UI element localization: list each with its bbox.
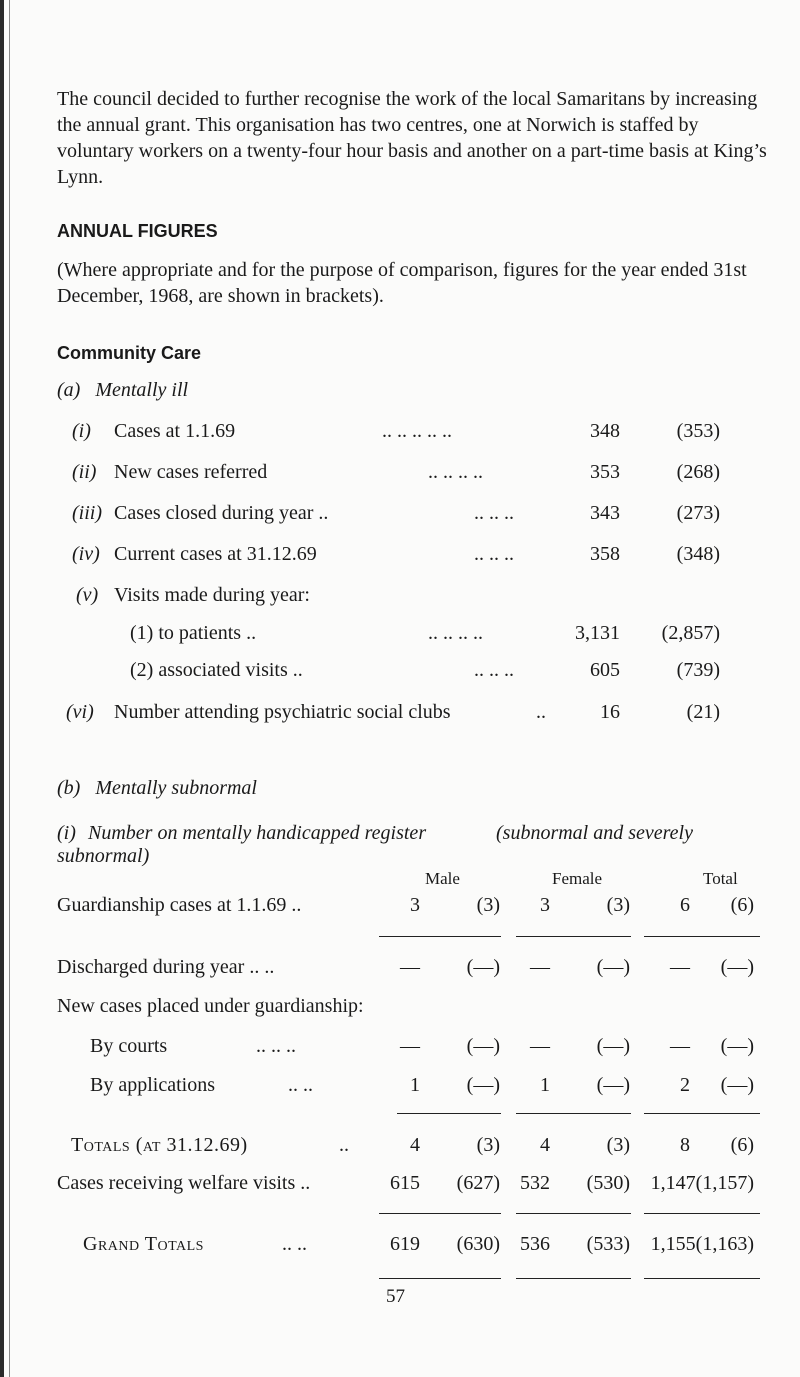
section-b-letter: (b) [57, 777, 81, 799]
female-value: 1 [540, 1074, 550, 1096]
female-value: — [530, 956, 550, 978]
row-prev-value: (268) [676, 461, 720, 483]
mentally-ill-row [0, 543, 800, 571]
visits-item-label: (1) to patients .. [130, 622, 257, 644]
row-dots: .. .. .. .. [428, 461, 483, 483]
male-rule [379, 1278, 501, 1279]
male-prev: (3) [476, 1134, 500, 1156]
male-value: — [400, 956, 420, 978]
row-label: Guardianship cases at 1.1.69 .. [57, 894, 302, 916]
community-care-heading: Community Care [57, 343, 202, 363]
mentally-ill-row [0, 461, 800, 489]
male-prev: (630) [456, 1233, 500, 1255]
row-num: (iv) [72, 543, 100, 565]
section-b-title [57, 777, 257, 800]
row-num: (i) [72, 420, 91, 442]
mentally-ill-row [0, 420, 800, 448]
female-prev: (—) [596, 1074, 630, 1096]
total-prev: (6) [730, 1134, 754, 1156]
total-prev: (—) [720, 1074, 754, 1096]
male-value: 615 [390, 1172, 420, 1194]
grand-totals-dots: .. .. [282, 1233, 307, 1255]
male-rule [397, 1113, 501, 1114]
register-text-1: Number on mentally handicapped register [88, 822, 427, 844]
visits-item-value: 3,131 [575, 622, 620, 644]
new-cases-row [0, 1035, 800, 1063]
male-prev: (3) [476, 894, 500, 916]
row-label: Cases closed during year .. [114, 502, 329, 524]
visits-item-value: 605 [590, 659, 620, 681]
row-prev-value: (353) [676, 420, 720, 442]
register-text-2: (subnormal and severely [496, 822, 693, 844]
male-value: 3 [410, 894, 420, 916]
female-value: — [530, 1035, 550, 1057]
section-a-text: Mentally ill [95, 379, 189, 401]
visits-item-prev: (2,857) [661, 622, 720, 644]
row-dots: .. .. [288, 1074, 313, 1096]
row-value: 343 [590, 502, 620, 524]
clubs-num: (vi) [66, 701, 94, 723]
female-value: 532 [520, 1172, 550, 1194]
row-label: Cases at 1.1.69 [114, 420, 236, 442]
row-dots: .. .. .. [474, 543, 514, 565]
female-value: 3 [540, 894, 550, 916]
row-prev-value: (273) [676, 502, 720, 524]
row-label: Discharged during year .. .. [57, 956, 275, 978]
male-value: 4 [410, 1134, 420, 1156]
section-a-title [57, 379, 188, 402]
row-prev-value: (348) [676, 543, 720, 565]
male-value: — [400, 1035, 420, 1057]
total-combined: 1,147(1,157) [650, 1172, 754, 1194]
section-b-text: Mentally subnormal [95, 777, 257, 799]
total-value: 6 [680, 894, 690, 916]
visits-row [0, 659, 800, 687]
male-rule [379, 1213, 501, 1214]
row-label: New cases referred [114, 461, 268, 483]
annual-figures-heading: ANNUAL FIGURES [57, 221, 218, 241]
visits-heading-row [0, 584, 800, 612]
total-prev: (—) [720, 956, 754, 978]
grand-totals-label: Grand Totals [83, 1233, 204, 1255]
row-value: 358 [590, 543, 620, 565]
col-total: Total [703, 869, 738, 888]
new-cases-heading [0, 995, 800, 1023]
female-value: 536 [520, 1233, 550, 1255]
grand-totals-row [0, 1233, 800, 1261]
totals-dots: .. [339, 1134, 349, 1156]
male-prev: (—) [466, 1035, 500, 1057]
total-prev: (6) [730, 894, 754, 916]
female-prev: (—) [596, 1035, 630, 1057]
row-label: Current cases at 31.12.69 [114, 543, 317, 565]
welfare-row [0, 1172, 800, 1200]
mentally-ill-row [0, 502, 800, 530]
total-rule [644, 1278, 760, 1279]
column-headers [0, 869, 800, 897]
row-dots: .. .. .. [474, 502, 514, 524]
male-prev: (—) [466, 956, 500, 978]
visits-item-dots: .. .. .. .. [428, 622, 483, 644]
female-rule [516, 936, 631, 937]
total-rule [644, 936, 760, 937]
intro-paragraph: The council decided to further recognise the work of the local Samaritans by increasing the annual grant. This organisation has two centres, one at Norwich is staffed by voluntary workers on a twenty-four hour basis and another on a part-time basis at King’s Lynn. [57, 88, 767, 188]
row-label: By applications [90, 1074, 215, 1096]
visits-item-dots: .. .. .. [474, 659, 514, 681]
clubs-prev: (21) [686, 701, 720, 723]
visits-num: (v) [76, 584, 99, 606]
male-prev: (627) [456, 1172, 500, 1194]
new-cases-label: New cases placed under guardianship: [57, 995, 364, 1017]
section-a-letter: (a) [57, 379, 81, 401]
clubs-value: 16 [600, 701, 620, 723]
welfare-label: Cases receiving welfare visits .. [57, 1172, 311, 1194]
row-value: 353 [590, 461, 620, 483]
male-rule [379, 936, 501, 937]
row-dots: .. .. .. .. .. [382, 420, 452, 442]
row-value: 348 [590, 420, 620, 442]
visits-row [0, 622, 800, 650]
total-value: — [670, 1035, 690, 1057]
register-text-3: subnormal) [57, 845, 150, 867]
clubs-row [0, 701, 800, 729]
female-rule [516, 1213, 631, 1214]
total-value: 8 [680, 1134, 690, 1156]
visits-item-label: (2) associated visits .. [130, 659, 303, 681]
total-combined: 1,155(1,163) [650, 1233, 754, 1255]
annual-figures-note: (Where appropriate and for the purpose of comparison, figures for the year ended 31st December, 1968, are shown in brackets). [57, 259, 747, 307]
female-rule [516, 1113, 631, 1114]
totals-row [0, 1134, 800, 1162]
col-female: Female [552, 869, 603, 888]
totals-label: Totals (at 31.12.69) [71, 1134, 248, 1156]
male-value: 619 [390, 1233, 420, 1255]
visits-label: Visits made during year: [114, 584, 310, 606]
row-label: By courts [90, 1035, 168, 1057]
new-cases-row [0, 1074, 800, 1102]
guardianship-row [0, 894, 800, 922]
total-value: — [670, 956, 690, 978]
register-num: (i) [57, 822, 76, 844]
row-num: (ii) [72, 461, 97, 483]
col-male: Male [425, 869, 460, 888]
guardianship-row [0, 956, 800, 984]
female-prev: (530) [586, 1172, 630, 1194]
female-prev: (533) [586, 1233, 630, 1255]
row-dots: .. .. .. [256, 1035, 296, 1057]
visits-item-prev: (739) [676, 659, 720, 681]
male-value: 1 [410, 1074, 420, 1096]
male-prev: (—) [466, 1074, 500, 1096]
female-prev: (—) [596, 956, 630, 978]
clubs-dots: .. [536, 701, 546, 723]
female-value: 4 [540, 1134, 550, 1156]
female-prev: (3) [606, 1134, 630, 1156]
total-rule [644, 1113, 760, 1114]
total-value: 2 [680, 1074, 690, 1096]
female-prev: (3) [606, 894, 630, 916]
page-number: 57 [386, 1286, 405, 1307]
total-rule [644, 1213, 760, 1214]
female-rule [516, 1278, 631, 1279]
total-prev: (—) [720, 1035, 754, 1057]
clubs-label: Number attending psychiatric social clubs [114, 701, 451, 723]
row-num: (iii) [72, 502, 102, 524]
